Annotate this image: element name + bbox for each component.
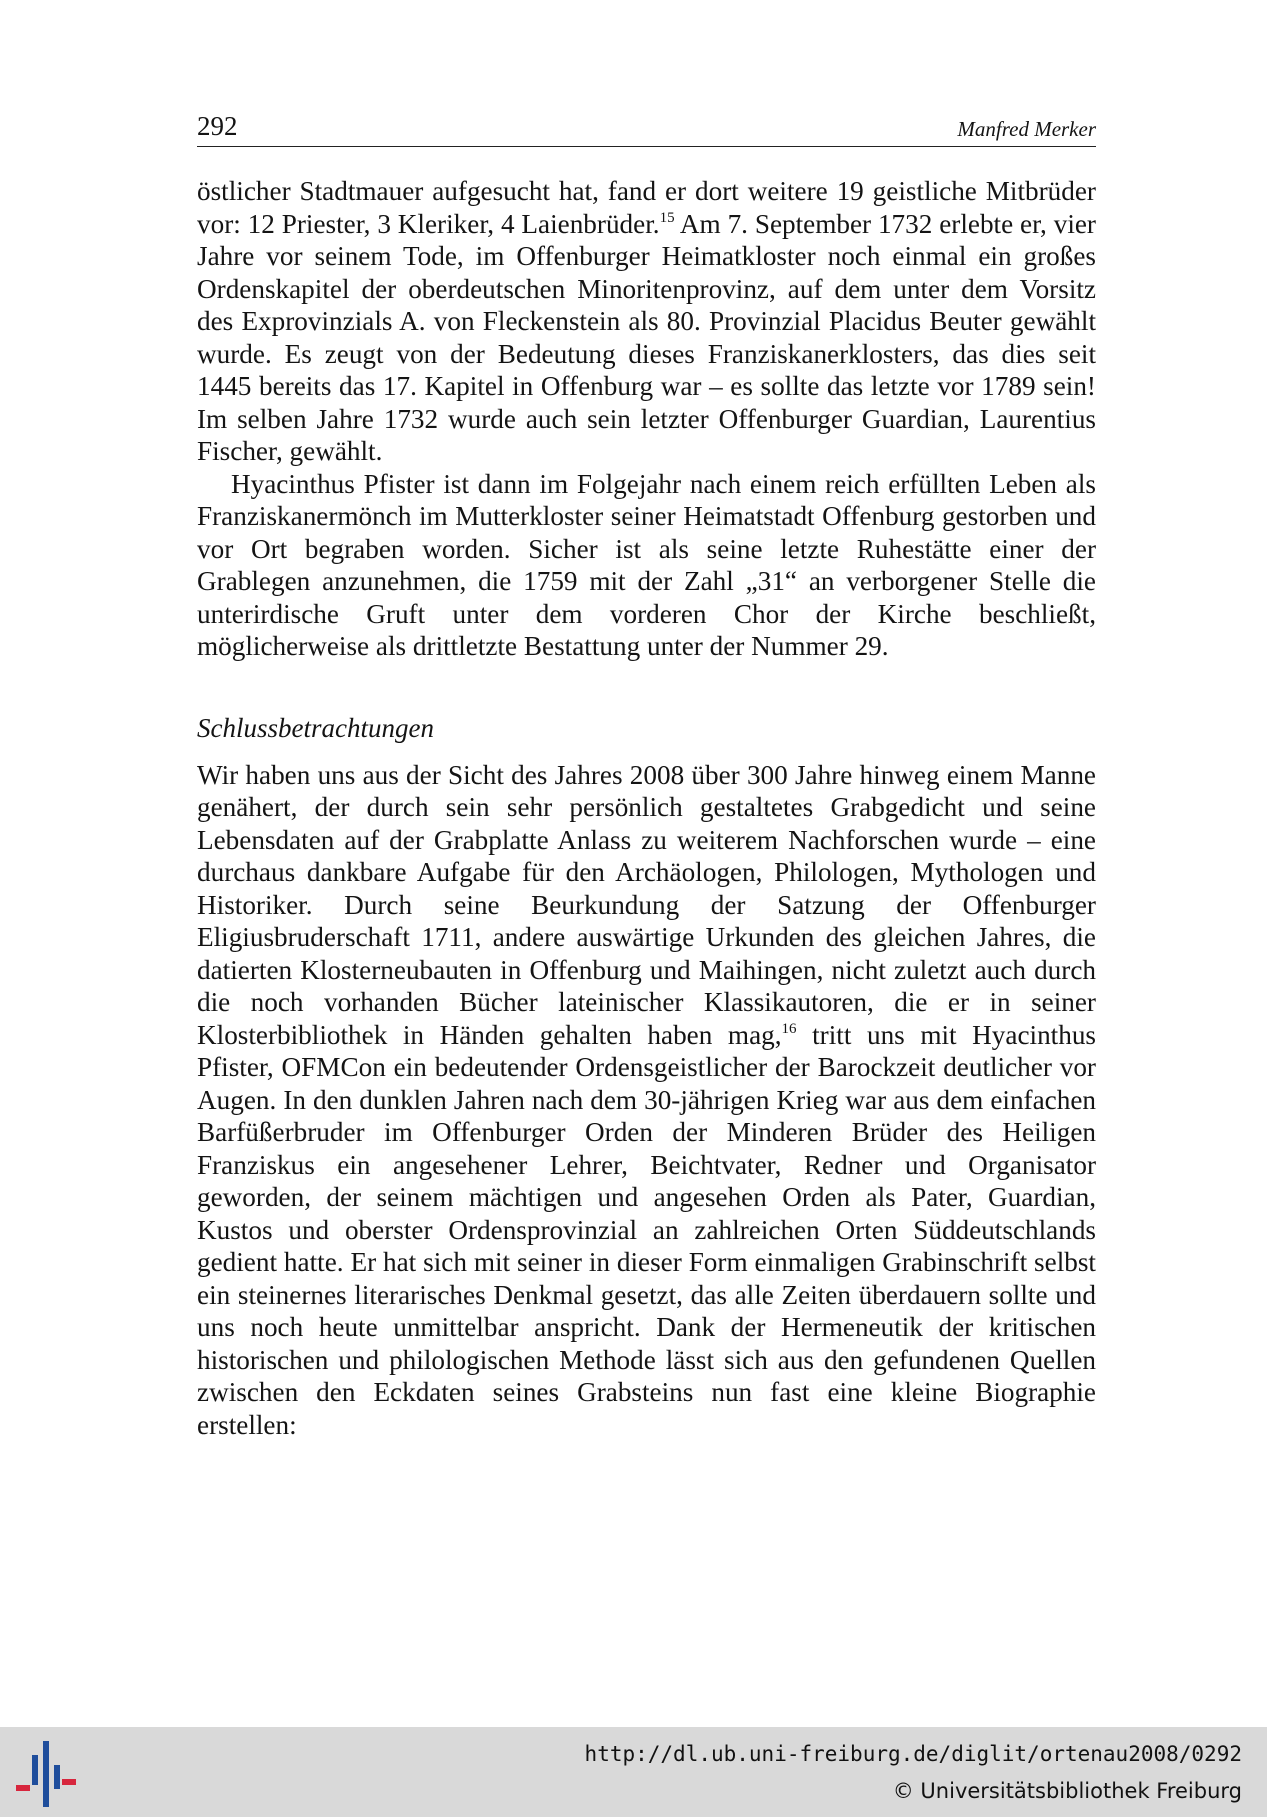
section-heading: Schlussbetrachtungen xyxy=(197,712,434,743)
footnote-ref-15[interactable]: 15 xyxy=(659,209,675,226)
paragraph-3 xyxy=(197,759,1096,1442)
paragraph-3-text-b: tritt uns mit Hyacinthus Pfister, OFMCon ein bedeutender Ordensgeistlicher der Barockzeit deutlicher vor Augen. In den dunklen Jahren nach dem 30-jährigen Krieg war aus dem einfachen Barfüßerbruder im Offenburger Orden der Minderen Brüder des Heiligen Franziskus ein angesehener Lehrer, Beichtvater, Redner und Organisator geworden, der seinem mächtigen und angesehen Orden als Pater, Guardian, Kustos und oberster Ordensprovinzial an zahlreichen Orten Süddeutschlands gedient hatte. Er hat sich mit seiner in dieser Form einmaligen Grabinschrift selbst ein steinernes literarisches Denkmal gesetzt, das alle Zeiten überdauern sollte und uns noch heute unmittelbar anspricht. Dank der Hermeneutik der kritischen historischen und philologischen Methode lässt sich aus den gefundenen Quellen zwischen den Eckdaten seines Grabsteins nun fast eine kleine Biographie erstellen: xyxy=(197,1019,1096,1440)
footer-copyright: © Universitätsbibliothek Freiburg xyxy=(892,1779,1242,1803)
page-number: 292 xyxy=(197,111,238,141)
ub-freiburg-logo-icon xyxy=(16,1741,80,1807)
page-header xyxy=(197,108,1096,147)
paragraph-1-text-b: Am 7. September 1732 erlebte er, vier Jahre vor seinem Tode, im Offenburger Heimatkloster noch einmal ein großes Ordenskapitel der oberdeutschen Minoritenprovinz, auf dem unter dem Vorsitz des Exprovinzials A. von Fleckenstein als 80. Provinzial Placidus Beuter gewählt wurde. Es zeugt von der Bedeutung dieses Franziskanerklosters, das dies seit 1445 bereits das 17. Kapitel in Offenburg war – es sollte das letzte vor 1789 sein! Im selben Jahre 1732 wurde auch sein letzter Offenburger Guardian, Laurentius Fischer, gewählt. xyxy=(197,208,1096,466)
footer-bar xyxy=(0,1727,1267,1817)
paragraph-1 xyxy=(197,175,1096,468)
paragraph-2: Hyacinthus Pfister ist dann im Folgejahr nach einem reich erfüllten Leben als Franziskanermönch im Mutterkloster seiner Heimatstadt Offenburg gestorben und vor Ort begraben worden. Sicher ist als seine letzte Ruhestätte einer der Grablegen anzunehmen, die 1759 mit der Zahl „31“ an verborgener Stelle die unterirdische Gruft unter dem vorderen Chor der Kirche beschließt, möglicherweise als drittletzte Bestattung unter der Nummer 29. xyxy=(197,468,1096,661)
footnote-ref-16[interactable]: 16 xyxy=(781,1020,797,1037)
body-text xyxy=(197,175,1096,1441)
footer-url-link[interactable]: http://dl.ub.uni-freiburg.de/diglit/ortenau2008/0292 xyxy=(584,1742,1242,1766)
paragraph-1-text-a: östlicher Stadtmauer aufgesucht hat, fand er dort weitere 19 geistliche Mitbrüder vor: 12 Priester, 3 Kleriker, 4 Laienbrüder. xyxy=(197,176,1096,239)
running-head-author: Manfred Merker xyxy=(957,117,1096,141)
paragraph-3-text-a: Wir haben uns aus der Sicht des Jahres 2008 über 300 Jahre hinweg einem Manne genähert, der durch sein sehr persönlich gestaltetes Grabgedicht und seine Lebensdaten auf der Grabplatte Anlass zu weiterem Nachforschen wurde – eine durchaus dankbare Aufgabe für den Archäologen, Philologen, Mythologen und Historiker. Durch seine Beurkundung der Satzung der Offenburger Eligiusbruderschaft 1711, andere auswärtige Urkunden des gleichen Jahres, die datierten Klosterneubauten in Offenburg und Maihingen, nicht zuletzt auch durch die noch vorhanden Bücher lateinischer Klassikautoren, die er in seiner Klosterbibliothek in Händen gehalten haben mag, xyxy=(197,759,1096,1050)
